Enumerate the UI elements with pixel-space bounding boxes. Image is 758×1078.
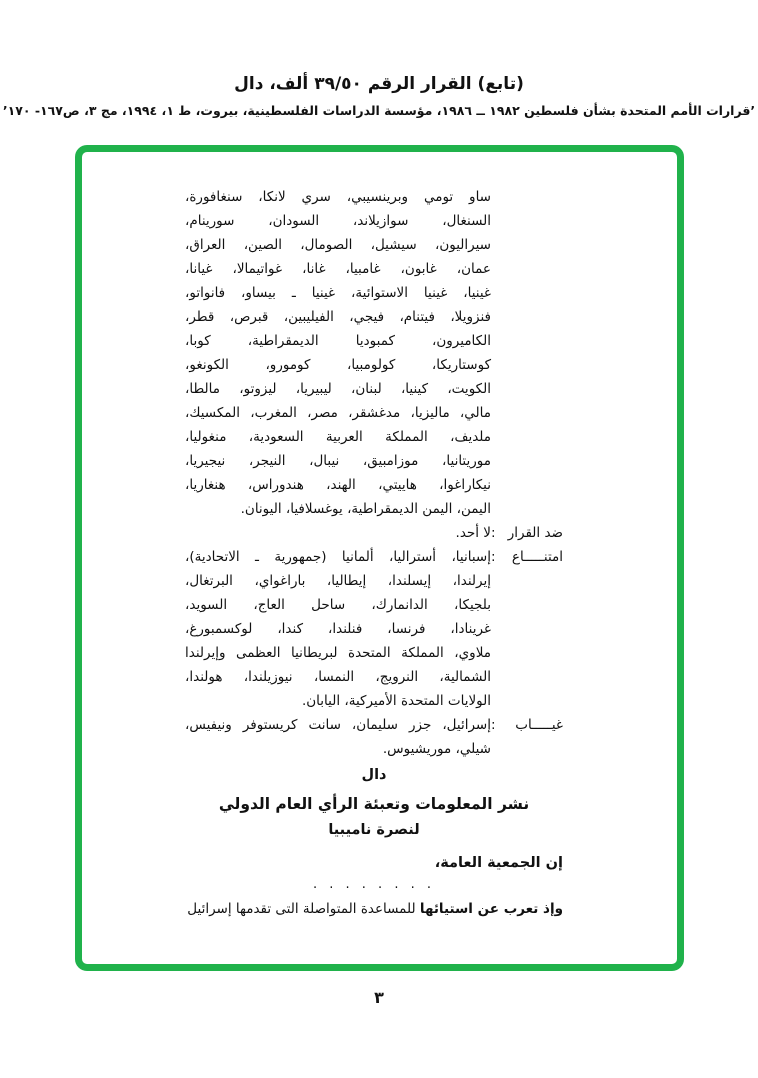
clause-lead-bold: وإذ تعرب عن استيائها (419, 901, 563, 917)
country-line: السنغال، سوازيلاند، السودان، سورينام، (185, 213, 491, 229)
vote-label-colon: : (491, 549, 496, 565)
vote-line: بلجيكا، الدانمارك، ساحل العاج، السويد، (185, 597, 491, 613)
omission-dots: . . . . . . . . (313, 877, 435, 892)
vote-line: لا أحد. (455, 525, 491, 541)
vote-line: الولايات المتحدة الأميركية، اليابان. (301, 693, 491, 709)
page-number: ٣ (374, 988, 384, 1007)
in-favor-country-list (185, 185, 491, 521)
vote-label-abstain (491, 545, 563, 713)
vote-label-colon: : (491, 717, 496, 733)
vote-line: غرينادا، فرنسا، فنلندا، كندا، لوكسمبورغ، (185, 621, 491, 637)
country-line: اليمن، اليمن الديمقراطية، يوغسلافيا، اليونان. (240, 501, 491, 517)
vote-body-against (185, 521, 491, 545)
vote-row-abstain (185, 545, 563, 713)
section-letter: دال (361, 767, 387, 783)
vote-line: ملاوي، المملكة المتحدة لبريطانيا العظمى وإيرلندا (185, 645, 491, 661)
clause-rest: للمساعدة المتواصلة التى تقدمها إسرائيل (187, 901, 416, 917)
country-line: سيراليون، سيشيل، الصومال، الصين، العراق، (185, 237, 491, 253)
country-line: ملديف، المملكة العربية السعودية، منغوليا، (185, 429, 491, 445)
vote-label-against (491, 521, 563, 545)
vote-line: الشمالية، النرويج، النمسا، نيوزيلندا، هولندا، (185, 669, 491, 685)
resolution-title-line1: نشر المعلومات وتعبئة الرأي العام الدولي (218, 795, 530, 813)
vote-label-colon: : (491, 525, 496, 541)
opening-phrase: إن الجمعية العامة، (434, 855, 563, 871)
green-highlight-frame (75, 145, 684, 971)
vote-label-text: غيـــــاب (515, 717, 563, 733)
country-line: عمان، غابون، غامبيا، غانا، غواتيمالا، غيانا، (185, 261, 491, 277)
country-line: نيكاراغوا، هاييتي، الهند، هندوراس، هنغاريا، (185, 477, 491, 493)
country-line: الكاميرون، كمبوديا الديمقراطية، كوبا، (185, 333, 491, 349)
vote-line: إسبانيا، أستراليا، ألمانيا (جمهورية ـ الاتحادية)، (185, 549, 491, 565)
country-line: كوستاريكا، كولومبيا، كومورو، الكونغو، (185, 357, 491, 373)
country-line: موريتانيا، موزامبيق، نيبال، النيجر، نيجيريا، (185, 453, 491, 469)
country-line: غينيا، غينيا الاستوائية، غينيا ـ بيساو، فانواتو، (185, 285, 491, 301)
vote-line: إيرلندا، إيسلندا، إيطاليا، باراغواي، البرتغال، (185, 573, 491, 589)
vote-line: إسرائيل، جزر سليمان، سانت كريستوفر ونيفيس، (185, 717, 491, 733)
country-line: فنزويلا، فيتنام، فيجي، الفيليبين، قبرص، قطر، (185, 309, 491, 325)
country-line: ساو تومي وبرينسيبي، سري لانكا، سنغافورة، (185, 189, 491, 205)
page-title: (تابع) القرار الرقم ٣٩/٥٠ ألف، دال (234, 74, 524, 94)
country-line: مالي، ماليزيا، مدغشقر، مصر، المغرب، المكسيك، (185, 405, 491, 421)
vote-row-against (185, 521, 563, 545)
vote-label-absent (491, 713, 563, 761)
source-citation: ’قرارات الأمم المتحدة بشأن فلسطين ١٩٨٢ ــ ١٩٨٦، مؤسسة الدراسات الفلسطينية، بيروت، ط ١، ١٩٩٤، مج ٣، ص١٦٧- ١٧٠’ (2, 103, 756, 118)
preambular-clause (185, 897, 563, 921)
vote-line: شيلي، موريشيوس. (382, 741, 491, 757)
vote-row-absent (185, 713, 563, 761)
resolution-title-line2: لنصرة ناميبيا (328, 822, 420, 838)
vote-body-abstain (185, 545, 491, 713)
resolution-text-column (185, 185, 563, 921)
country-line: الكويت، كينيا، لبنان، ليبيريا، ليزوتو، مالطا، (185, 381, 491, 397)
vote-label-text: امتنـــــاع (511, 549, 563, 565)
vote-label-text: ضد القرار (507, 525, 563, 541)
vote-body-absent (185, 713, 491, 761)
